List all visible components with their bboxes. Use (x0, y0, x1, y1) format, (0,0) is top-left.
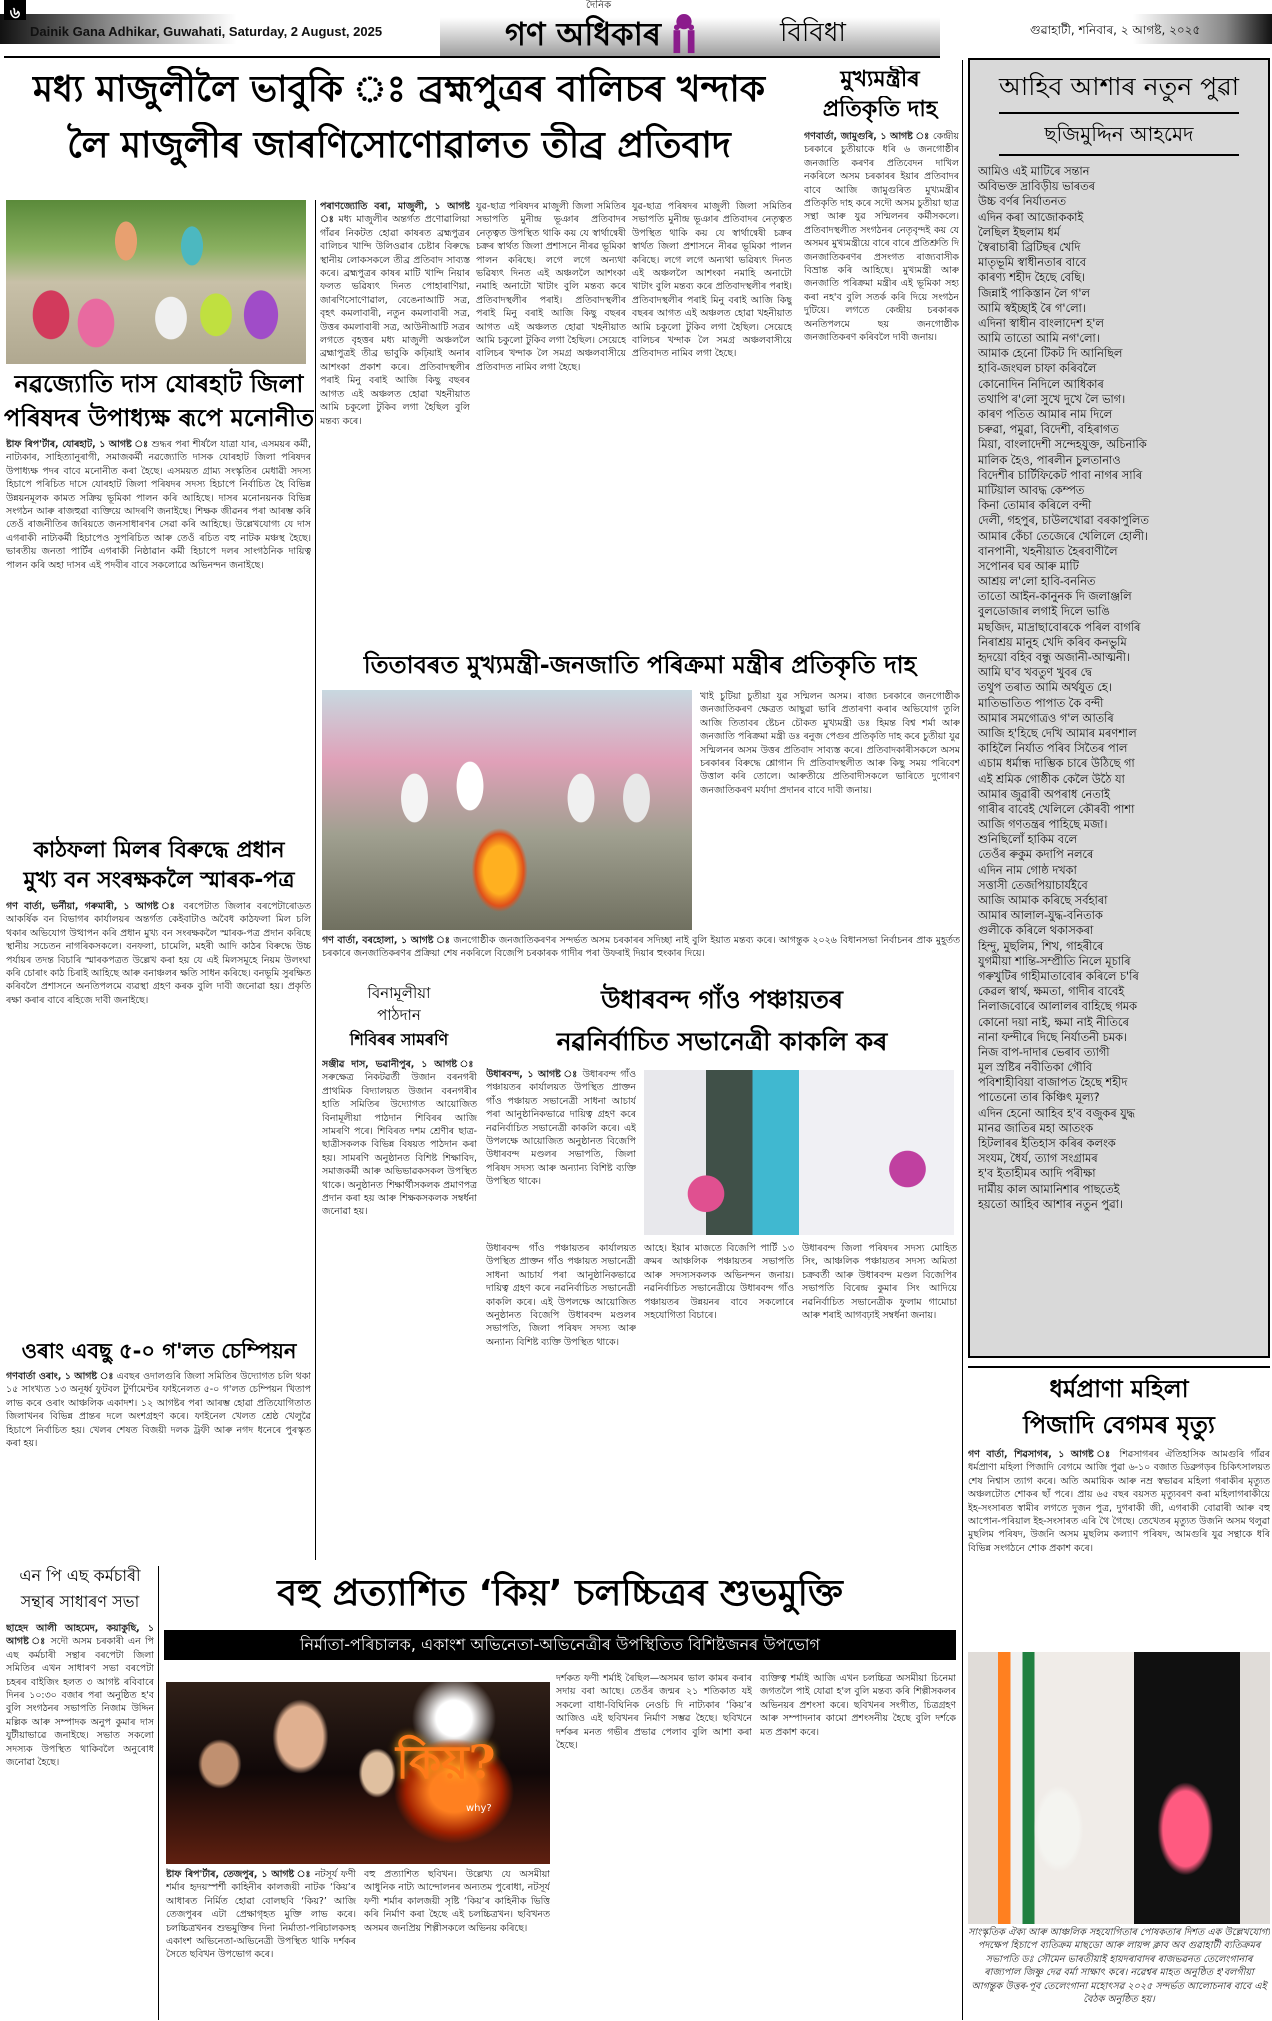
kathfola-headline-line2: মুখ্য বন সংৰক্ষকলৈ স্মাৰক-পত্ৰ (23, 868, 295, 893)
dateline: পৰাণজ্যোতি বৰা, মাজুলী, ১ আগষ্ট ঃ (320, 201, 470, 226)
poem-line: আমি স্বইচ্ছাই ৰৈ গ'লো। (978, 301, 1086, 315)
article-body: যুৱ-ছাত্ৰ পৰিষদৰ মাজুলী জিলা সমিতিৰ সভাপতি মুনীন্দ্ৰ ভূঞাৰ প্ৰতিবাদৰ নেতৃত্বত উপস্থিত থাকি কয় যে স্বাৰ্থান্বেষী চক্ৰৰ স্বাৰ্থত জিলা প্ৰশাসনে নীৰৱ ভূমিকা পালন কৰিছে। লগে লগে অন্যথা ভৱিষ্যৎ দিনত এই অঞ্চললৈ আশংকা নমাহি অনাটো খাটাং বুলি মন্তব্য কৰে প্ৰতিবাদস্থলীৰ পৰাই। প্ৰতিবাদস্থলীৰ পৰাই মিনু বৰাই আজি কিছু বছৰৰ আগত এই অঞ্চলত হোৱা খহনীয়াত আমি চকুলো টুকিব লগা হৈছিল। সেয়েহে বালিচৰ খন্দাক লৈ সমগ্ৰ অঞ্চলবাসীয়ে প্ৰতিবাদত নামিব লগা হৈছে। (476, 201, 626, 373)
jorhat-headline-line2: পৰিষদৰ উপাধ্যক্ষ ৰূপে মনোনীত (4, 404, 314, 432)
poem-line: হ'ব ইতাহীমৰ আদি পৰীক্ষা (978, 1167, 1096, 1181)
section-name: বিবিধা (780, 18, 846, 48)
article-body: দৰ্শকত ফণী শৰ্মাই ৰৈছিল—অসমৰ ভাল কামৰ কৰাৰ সদায় বৰা আছে। তেওঁৰ জন্মৰ ২১ শতিকাত যই সকলো বাধা-বিঘিনিক নেওচি দি নাট্যকাৰ ‘কিয়’ৰ আজিও এই ছবিখনৰ নিৰ্মাণ সম্ভৱ হৈছে। ছবিখনে দৰ্শকৰ মনত গভীৰ প্ৰভাৱ পেলাব বুলি আশা কৰা হৈছে। (556, 1673, 752, 1752)
pijadi-top-rule (968, 1366, 1270, 1368)
page-number: ৬ (4, 0, 26, 20)
poem-line: কাৰণ্য শহীদ হৈছে বেছি। (978, 271, 1086, 285)
poem-body (970, 156, 1268, 1212)
poem-line: আমি ঘ'ব খবতুণ খুবৰ দ্বে (978, 666, 1092, 680)
article-body: উধাৰবন্দ গাঁও পঞ্চায়তৰ কাৰ্যালয়ত উপস্থিত প্ৰাক্তন গাঁও পঞ্চায়ত সভানেত্ৰী সাধনা আচাৰ্য পৰা আনুষ্ঠানিকভাৱে দায়িত্ব গ্ৰহণ কৰে নৱনিৰ্বাচিত সভানেত্ৰী কাকলি কৰে। এই উপলক্ষে আয়োজিত অনুষ্ঠানত বিজেপি উধাৰবন্দ মণ্ডলৰ সভাপতি, জিলা পৰিষদ সদস্য আৰু অন্যান্য বিশিষ্ট ব্যক্তি উপস্থিত থাকে। (486, 1069, 636, 1188)
column-rule (158, 1566, 159, 2020)
poem-line: এদিন নাম গোষ্ঠ দখকা (978, 863, 1077, 877)
poem-line: আমি তাতো আমি নগ'লো। (978, 332, 1100, 346)
governor-meeting-photo (968, 1652, 1270, 1924)
column-rule (315, 200, 316, 1560)
poem-line: স্বৈৰাচাৰী ব্ৰিটিছৰ খেদি (978, 240, 1081, 254)
binamuliya-headline-line1: বিনামূলীয়া (367, 984, 431, 1002)
poem-rule-top (999, 112, 1239, 114)
poem-line: হিটলাৰৰ ইতিহাস কৰিৰ কলংক (978, 1137, 1116, 1150)
poem-line: দাৰ্মীয় কাল আমানিশাৰ পাছতেই (978, 1182, 1120, 1196)
binamuliya-headline-line2: পাঠদান (377, 1006, 421, 1024)
english-dateline: Dainik Gana Adhikar, Guwahati, Saturday, 2 August, 2025 (30, 24, 383, 39)
poem-line: হাবি-জংঘল চাফা কৰিবলৈ (978, 362, 1097, 376)
kathfola-article (6, 900, 311, 1329)
assamese-dateline: গুৱাহাটী, শনিবাৰ, ২ আগষ্ট, ২০২৫ (1030, 23, 1201, 37)
poem-title: আহিব আশাৰ নতুন পুৱা (999, 72, 1239, 101)
masthead-title: গণ অধিকাৰ (505, 15, 661, 53)
poem-line: নানা ফন্দীৰে দিছে নিৰ্যাতনী চমক। (978, 1030, 1127, 1044)
orang-article (6, 1370, 311, 1557)
header-rule (4, 56, 940, 58)
cm-effigy-headline-line2: প্ৰতিকৃতি দাহ (822, 97, 938, 122)
poem-line: বুলডোজাৰ লগাই দিলে ভাঙি (978, 605, 1110, 619)
udharbond-article-col1 (486, 1242, 636, 1557)
nps-article (6, 1622, 154, 2020)
article-body: এবছৰ ওদালগুৰি জিলা সমিতিৰ উদ্যোগত চলি থকা ১৫ সাংখ্যত ১৩ অনূৰ্ধ্ব ফুটবল টুৰ্ণামেণ্টৰ ফাইনেলত ৫-০ গ'লত চেম্পিয়ন খিতাপ লাভ কৰে ওৰাং আঞ্চলিক একাদশ। ১২ আগষ্টৰ পৰা আৰম্ভ হোৱা প্ৰতিযোগিতাত জিলাখনৰ বিভিন্ন প্ৰান্তৰ দলে অংশগ্ৰহণ কৰে। ফাইনেল খেলত শ্ৰেষ্ঠ খেলুৱৈ হিচাপে নিৰ্বাচিত হয়। খেলৰ শেষত বিজয়ী দলক ট্ৰফী আৰু নগদ ধনেৰে পুৰস্কৃত কৰা হয়। (6, 1371, 311, 1450)
poem-line: গৰুখুটিৰ গাহীমাতাবোৰ কৰিলে চ'ৰি (978, 969, 1139, 983)
lead-article-col1 (320, 200, 470, 642)
poem-line: মালিক হৈও, পাৰলীন চুলতানাও (978, 453, 1121, 467)
poem-line: অবিভক্ত দ্ৰাবিড়ীয় ভাৰতৰ (978, 180, 1096, 194)
jorhat-headline-line1: নৱজ্যোতি দাস যোৰহাট জিলা (14, 370, 304, 398)
poem-line: লৈছিল ইছলাম ধৰ্ম (978, 225, 1060, 239)
poem-line: এদিনা স্বাধীন বাংলাদেশ হ'ল (978, 316, 1104, 330)
kathfola-headline-line1: কাঠফলা মিলৰ বিৰুদ্ধে প্ৰধান (33, 838, 285, 863)
column-rule (962, 60, 963, 2020)
cm-effigy-article (804, 130, 959, 633)
article-body: মধ্য মাজুলীৰ অন্তৰ্গত প্ৰণোৱালিয়া গাঁৱৰ নিকটত হোৱা কাষৰত ব্ৰহ্মপুত্ৰৰ বালিচৰ খান্দি উলিওৱাৰ চেষ্টাৰ বিৰুদ্ধে স্থানীয় লোকসকলে তীব্ৰ প্ৰতিবাদ সাব্যস্ত কৰে। ব্ৰহ্মপুত্ৰৰ কাষৰ মাটি খান্দি নিয়াৰ ফলত ভৱিষ্যৎ দিনত পোহাৰাণিয়া, জাৰণিসোণোৱাল, বেঙেনাআটি সত্ৰ, বৃহৎ কমলাবাৰী, নতুন কমলাবাৰী সত্ৰ, উত্তৰ কমলাবাৰী সত্ৰ, আউনীআটি সত্ৰৰ লগতে বৃহত্তৰ মধ্য মাজুলী অঞ্চললৈ ব্ৰহ্মাপুত্ৰই তীব্ৰ ভাবুকি কঢ়িয়াই অনাৰ আশংকা প্ৰকাশ কৰে। প্ৰতিবাদস্থলীৰ পৰাই মিনু বৰাই আজি কিছু বছৰৰ আগত এই অঞ্চলত হোৱা খহনীয়াত আমি চকুলো টুকিব লগা হৈছিল বুলি মন্তব্য কৰে। (320, 214, 470, 427)
poem-line: নিজ বাপ-দাদাৰ ভেৰাব ত্যাগী (978, 1045, 1110, 1059)
kiyo-headline: বহু প্ৰত্যাশিত ‘কিয়’ চলচ্চিত্ৰৰ শুভমুক্তি (277, 1573, 843, 1614)
masthead-title-row (448, 12, 758, 56)
lead-article-col2 (476, 200, 626, 642)
kiyo-subheadline: নিৰ্মাতা-পৰিচালক, একাংশ অভিনেতা-অভিনেত্ৰীৰ উপস্থিতিত বিশিষ্টজনৰ উপভোগ (164, 1630, 956, 1660)
udharbond-article-col3 (802, 1242, 957, 1557)
binamuliya-headline-line3: শিবিৰৰ সামৰণি (349, 1030, 449, 1049)
kiyo-article-col4 (760, 1672, 956, 2020)
orang-headline: ওৰাং এবছু ৫-০ গ'লত চেম্পিয়ন (21, 1339, 297, 1363)
lead-article-col3 (632, 200, 792, 642)
poem-line: সংযম, ধৈৰ্য, ত্যাগ সংগ্ৰামৰ (978, 1152, 1098, 1166)
poem-line: আশ্ৰয় ল'লো হাবি-বননিত (978, 575, 1096, 589)
poem-line: এচাম ধৰ্মান্ধ দাম্ভিক চাৰে উঠিছে গা (978, 757, 1135, 771)
poem-line: কাৰণ পতিত আমাৰ নাম দিলে (978, 408, 1113, 421)
article-body: উধাৰবন্দ গাঁও পঞ্চায়তৰ কাৰ্যালয়ত উপস্থিত প্ৰাক্তন গাঁও পঞ্চায়ত সভানেত্ৰী সাধনা আচাৰ্য পৰা আনুষ্ঠানিকভাৱে দায়িত্ব গ্ৰহণ কৰে নৱনিৰ্বাচিত সভানেত্ৰী কাকলি কৰে। এই উপলক্ষে আয়োজিত অনুষ্ঠানত বিজেপি উধাৰবন্দ মণ্ডলৰ সভাপতি, জিলা পৰিষদ সদস্য আৰু অন্যান্য বিশিষ্ট ব্যক্তি উপস্থিত থাকে। (486, 1243, 636, 1348)
poem-line: কোনো দয়া নাই, ক্ষমা নাই নীতিৰে (978, 1015, 1129, 1029)
article-body: আহে। ইয়াৰ মাজতে বিজেপি পাৰ্টি ১৩ ক্ৰমৰ আঞ্চলিক পঞ্চায়তৰ সভাপতি আৰু সদস্যসকলক অভিনন্দন জনায়। নৱনিৰ্বাচিত সভানেত্ৰীয়ে উধাৰবন্দ গাঁও পঞ্চায়তৰ উন্নয়নৰ বাবে সকলোৰে সহযোগিতা বিচাৰে। (644, 1243, 794, 1322)
poem-line: সপোনৰ ঘৰ আৰু মাটি (978, 559, 1079, 573)
pijadi-headline-line1: ধৰ্মপ্ৰাণা মহিলা (1049, 1375, 1189, 1403)
article-body: ব্যক্তিত্ব শৰ্মাই আজি এখন চলচ্চিত্ৰ অসমীয়া চিনেমা জগতলৈ পাই যোৱা হ'ল বুলি মন্তব্য কৰি শিল্পীসকলৰ অভিনয়ৰ প্ৰশংসা কৰে। ছবিখনৰ সংগীত, চিত্ৰগ্ৰহণ আৰু সম্পাদনাৰ কামো প্ৰশংসনীয় হৈছে বুলি দৰ্শকে মত প্ৰকাশ কৰে। (760, 1673, 956, 1738)
article-body: সৰুক্ষেত্ৰ নিকটৱৰ্তী উজান বৰনগৰী প্ৰাথমিক বিদ্যালয়ত উজান বৰনগৰীৰ হাতি সমিতিৰ উদ্যোগত আয়োজিত বিনামূলীয়া পাঠদান শিবিৰৰ আজি সামৰণি পৰে। শিবিৰত দশম শ্ৰেণীৰ ছাত্ৰ-ছাত্ৰীসকলক বিভিন্ন বিষয়ত পাঠদান কৰা হয়। সামৰণি অনুষ্ঠানত বিশিষ্ট শিক্ষাবিদ, সমাজকৰ্মী আৰু অভিভাৱকসকল উপস্থিত থাকে। অনুষ্ঠানত শিক্ষাৰ্থীসকলক প্ৰমাণপত্ৰ প্ৰদান কৰা হয় আৰু শিক্ষকসকলক সম্বৰ্ধনা জনোৱা হয়। (322, 1072, 477, 1218)
poem-line: হিন্দু, মুছলিম, শিখ, গাহৰীৰে (978, 939, 1104, 953)
article-body: জনগোষ্ঠীক জনজাতিকৰণৰ সন্দৰ্ভত অসম চৰকাৰৰ সদিচ্ছা নাই বুলি ইয়াত মন্তব্য কৰে। আগন্তুক ২০২৬ বিধানসভা নিৰ্বাচনৰ প্ৰাক মুহূৰ্তত চৰকাৰে জনজাতিকৰণৰ প্ৰক্ৰিয়া শেষ নকৰিলে বিজেপি চৰকাৰক গাদীৰ পৰা উফৰাই দিয়াৰ হুংকাৰ দিয়ে। (322, 935, 960, 960)
poem-line: আমিও এই মাটিৰে সন্তান (978, 165, 1090, 178)
dateline: গণবাৰ্তা ওৰাং, ১ আগষ্ট ঃ (6, 1371, 114, 1382)
poem-line: তথুপ তৰাত আমি অৰ্থযুত হে। (978, 681, 1112, 695)
dateline: ষ্টাফ ৰিপ'ৰ্টাৰ, তেজপুৰ, ১ আগষ্ট ঃ (166, 1869, 312, 1880)
titabor-headline: তিতাবৰত মুখ্যমন্ত্ৰী-জনজাতি পৰিক্ৰমা মন্ত্ৰীৰ প্ৰতিকৃতি দাহ (363, 651, 917, 679)
nps-headline-line1: এন পি এছ কৰ্মচাৰী (19, 1566, 141, 1585)
poem-line: কাহিলৈ নিৰ্যাত পৰিব সিতৈৰ পাল (978, 742, 1128, 756)
poem-box (968, 58, 1270, 1358)
article-body: উধাৰবন্দ জিলা পৰিষদৰ সদস্য মোহিত সিং, আঞ্চলিক পঞ্চায়তৰ সদস্য অমিতা চক্ৰবৰ্তী আৰু উধাৰবন্দ মণ্ডল বিজেপিৰ সভাপতি বিৰেন্দ্ৰ কুমাৰ সিং আদিয়ে নৱনিৰ্বাচিত সভানেত্ৰীক ফুলাম গামোচা আৰু শৰাই আগবঢ়াই সম্বৰ্ধনা জনায়। (802, 1243, 957, 1322)
udharbond-photo-meeting (644, 1070, 954, 1235)
article-body: খাই চুটিয়া চুতীয়া যুৱ সন্মিলন অসম। ৰাজ্য চৰকাৰে জনগোষ্ঠীক জনজাতিকৰণ ক্ষেত্ৰত আছুৱা ভাৰি প্ৰতাৰণা কৰাৰ অভিযোগ তুলি আজি তিতাবৰ ষ্টেচন চৌকত মুখ্যমন্ত্ৰী ডঃ হিমন্ত বিশ্ব শৰ্মা আৰু জনজাতি পৰিক্ৰমা মন্ত্ৰী ডঃ ৰনুজ পেগুৰ প্ৰতিকৃতি দাহ কৰে চুতীয়া যুৱ সন্মিলনৰ অসম উত্তৰ প্ৰতিবাদ সাব্যস্ত কৰে। প্ৰতিবাদকাৰীসকলে অসম চৰকাৰৰ বিৰুদ্ধে শ্লোগান দি প্ৰতিবাদস্থলীত আৰু কিছু সময় পৰিবেশ উত্তাল কৰি তোলে। আৰুতীয়ে প্ৰতিবাদীসকলে ভাৰিতে দুগোৰণ জনজাতিকৰণ মৰ্যাদা প্ৰদানৰ বাবে দাবী জনায়। (700, 691, 960, 796)
kiyo-film-poster (166, 1682, 550, 1864)
poem-line: মূল স্ৰষ্টিৰ নবীতিকা গৌবি (978, 1061, 1093, 1075)
lead-headline-line2: লৈ মাজুলীৰ জাৰণিসোণোৱালত তীব্ৰ প্ৰতিবাদ (67, 125, 731, 166)
kiyo-article-col1 (166, 1868, 356, 2020)
binamuliya-article (322, 1058, 477, 1556)
poem-line: কিনা তোমাৰ কৰিলে বন্দী (978, 499, 1092, 513)
poem-line: আজি আমাক কৰিছে সৰ্বহাৰা (978, 894, 1108, 907)
dateline: গণ বাৰ্তা, ভৰ্নীয়া, গৰুমাৰী, ১ আগষ্ট ঃ (6, 901, 178, 912)
poem-line: আমাৰ সমগোত্ৰও গ'ল আতৰি (978, 711, 1114, 725)
poem-line: আজি হ'হিছে দেখি আমাৰ মৰণশাল (978, 726, 1137, 740)
kiyo-article-col2 (364, 1868, 550, 2020)
poem-line: উচ্চ বৰ্ণৰ নিৰ্যাতনত (978, 195, 1066, 209)
poem-line: চৰুৱা, পমুৱা, বিদেশী, বহিৰাগত (978, 423, 1119, 437)
poem-line: কেৱল স্বাৰ্থ, ক্ষমতা, গাদীৰ বাবেই (978, 985, 1125, 999)
dateline: উধাৰবন্দ, ১ আগষ্ট ঃ (486, 1069, 579, 1080)
jorhat-article (6, 438, 311, 830)
udharbond-article-left (486, 1068, 636, 1237)
poster-subtitle: why? (466, 1803, 492, 1814)
poem-line: এই শ্ৰমিক গোষ্ঠীক কেলৈ উঠৈ যা (978, 772, 1125, 786)
dateline: ষ্টাফ ৰিপ'ৰ্টাৰ, যোৰহাট, ১ আগষ্ট ঃ (6, 439, 149, 450)
poem-line: তথাপি ৰ'লো সুখে দুখে লৈ ভাগ। (978, 392, 1126, 406)
kiyo-article-col3 (556, 1672, 752, 2020)
article-body: সদৌ অসম চৰকাৰী এন পি এছ কৰ্মচাৰী সন্থাৰ বৰপেটা জিলা সমিতিৰ এখন সাধাৰণ সভা বৰপেটা চহৰৰ বাইজিং হলত ৩ আগষ্ট ৰবিবাৰে দিনৰ ১০:৩০ বজাৰ পৰা অনুষ্ঠিত হ'ব বুলি সংগঠনৰ সভাপতি নিজাম উদ্দিন মল্লিক আৰু সম্পাদক অনুপ কুমাৰ দাস যুটীয়াভাৱে জনাইছে। সভাত সকলো সদস্যক উপস্থিত থাকিবলৈ অনুৰোধ জনোৱা হৈছে। (6, 1636, 154, 1769)
poem-line: শুনিছিলোঁ হাকিম বলে (978, 833, 1078, 847)
titabor-article-right (700, 690, 960, 930)
dateline: গণ বাৰ্তা, শিৱসাগৰ, ১ আগষ্ট ঃ (968, 1449, 1114, 1460)
poem-line: এদিন হেনো আহিব হ'ব বজুকৰ যুদ্ধ (978, 1106, 1135, 1120)
poem-line: পাতেনো তাৰ কিঞ্চিৎ মূল্য? (978, 1091, 1100, 1105)
poem-author: ছজিমুদ্দিন আহমেদ (1044, 122, 1194, 146)
poem-line: গুলীকে কৰিলে থকাসকৰা (978, 924, 1094, 938)
poem-line: মছজিদ, মাদ্ৰাছাবোৰকে পৰিল বাগৰি (978, 620, 1141, 634)
poem-line: মাতৃভূমি স্বাধীনতাৰ বাবে (978, 256, 1087, 270)
lead-photo-protest (6, 200, 306, 364)
poem-line: এদিন কৰা আজোককাই (978, 210, 1084, 224)
pijadi-headline-line2: পিজাদি বেগমৰ মৃত্যু (1023, 1411, 1215, 1439)
nps-headline-line2: সন্থাৰ সাধাৰণ সভা (20, 1592, 140, 1611)
poem-line: আজি গণতন্ত্ৰৰ পাহিছে মজা। (978, 818, 1108, 832)
poem-line: কোনোদিন নিদিলে আধিকাৰ (978, 377, 1104, 391)
masthead-daily-label: দৈনিক (586, 0, 612, 11)
poem-line: গাৰীৰ বাবেই খেলিলে কৌৰবী পাশা (978, 802, 1135, 816)
family-logo-icon (667, 13, 701, 55)
poem-line: সত্তাসী তেজপিয়াচাৰ্যইবে (978, 878, 1088, 892)
poem-line: পবিশাহীবিয়া বাজাপত হৈছে শহীদ (978, 1076, 1128, 1090)
poem-line: মাতিভাতিত পাপাত কৈ বন্দী (978, 696, 1104, 710)
poem-line: হয়তো আহিব আশাৰ নতুন পুৱা। (978, 1197, 1123, 1211)
article-body: নটসূৰ্য ফণী শৰ্মাৰ হৃদয়স্পৰ্শী কাহিনীৰ কালজয়ী নাটক ‘কিয়’ৰ আধাৰত নিৰ্মিত হোৱা বোলছবি ‘কিয়?’ আজি তেজপুৰৰ এটা প্ৰেক্ষাগৃহত মুক্তি লাভ কৰে। চলচ্চিত্ৰখনৰ শুভমুক্তিৰ দিনা নিৰ্মাতা-পৰিচালকসহ একাংশ অভিনেতা-অভিনেত্ৰী উপস্থিত থাকি দৰ্শকৰ সৈতে ছবিখন উপভোগ কৰে। (166, 1869, 356, 1961)
dateline: সঞ্জীৱ দাস, ভৱানীপুৰ, ১ আগষ্ট ঃ (322, 1059, 477, 1070)
poem-line: বিদেশীৰ চাৰ্টিফিকেট পাবা নাগৰ সাৰি (978, 468, 1143, 482)
titabor-article-bottom (322, 934, 960, 974)
dateline: গণ বাৰ্তা, বৰহোলা, ১ আগষ্ট ঃ (322, 935, 451, 946)
udharbond-headline-line2: নৱনিৰ্বাচিত সভানেত্ৰী কাকলি কৰ (556, 1027, 888, 1056)
poem-line: মাটিয়াল আবদ্ধ কেম্পত (978, 483, 1085, 497)
poem-line: নিৰাশ্ৰয় মানুহ খেদি কৰিব কনভুমি (978, 635, 1127, 649)
poem-line: নিলাজবোৰে আলালৰ বাহিছে গমক (978, 1000, 1137, 1014)
cm-effigy-headline-line1: মুখ্যমন্ত্ৰীৰ (840, 67, 920, 92)
poem-line: জিন্নাই পাকিস্তান লৈ গ'ল (978, 286, 1090, 300)
article-body: শুদ্ধৰ পৰা শীৰ্ষলৈ যাত্ৰা যাৰ, এসময়ৰ কৰ্মী, নাট্যকাৰ, সাহিত্যানুৰাগী, সমাজকৰ্মী নৱজ্যোতি দাসক যোৰহাট জিলা পৰিষদৰ উপাধ্যক্ষ পদৰ বাবে মনোনীত কৰা হৈছে। এসময়ত গ্ৰাম্য সংস্কৃতিৰ মেধাৱী সদস্য হিচাপে পৰিচিত দাসে যোৰহাট জিলা পৰিষদৰ সদস্য হিচাপে নিৰ্বাচিত হৈ বিভিন্ন উন্নয়নমূলক কামত সক্ৰিয় ভূমিকা পালন কৰি আহিছে। দাসৰ মনোনয়নক বিভিন্ন সংগঠন আৰু ৰাজহুৱা ব্যক্তিয়ে আদৰণি জনাইছে। শিক্ষক জীৱনৰ পৰা আৰম্ভ কৰি তেওঁ ৰাজনীতিৰ জৰিয়তে জনসাধাৰণৰ সেৱা কৰি আহিছে। উল্লেখযোগ্য যে দাস এগৰাকী নাট্যকৰ্মী হিচাপেও সুপৰিচিত আৰু তেওঁ ৰচিত বহু নাটক মঞ্চস্থ হৈছে। ভাৰতীয় জনতা পাৰ্টিৰ এগৰাকী নিষ্ঠাৱান কৰ্মী হিচাপে দলৰ সাংগঠনিক দায়িত্ব পালন কৰি অহা দাসৰ এই পদবীৰ বাবে সকলোৱে অভিনন্দন জনাইছে। (6, 439, 311, 571)
poem-line: মানৱ জাতিৰ মহা আতংক (978, 1121, 1094, 1135)
poem-line: তেওঁৰ ৰুকুম কদাপি নলৰে (978, 848, 1094, 862)
poem-line: আমাৰ জুৱাৰী অপৰাধ নেতাই (978, 787, 1110, 801)
poem-line: মিয়া, বাংলাদেশী সন্দেহযুক্ত, অচিনাকি (978, 438, 1147, 452)
governor-photo-caption: সাংস্কৃতিক ঐক্য আৰু আঞ্চলিক সহযোগিতাৰ পোষকতাৰ দিশত এক উল্লেখযোগ্য পদক্ষেপ হিচাপে ব্যতিক্ৰম মাছডো আৰু লায়ন্স ক্লাব অব গুৱাহাটী ব্যতিক্ৰমৰ সভাপতি ডঃ সৌমেন ভাৰতীয়াই হায়দৰাবাদৰ ৰাজভৱনত তেলেংগানাৰ ৰাজ্যপাল জিষ্ণু দেৱ বৰ্মা সাক্ষাৎ কৰে। নৱেশ্বৰ মাহত অনুষ্ঠিত হ'বলগীয়া আগন্তুক উত্তৰ-পূব তেলেংগানা মহোৎসৱ ২০২৫ সন্দৰ্ভত আলোচনাৰ বাবে এই বৈঠক অনুষ্ঠিত হয়। (968, 1927, 1270, 2006)
titabor-photo-effigy-burning (322, 690, 692, 930)
dateline: ছাহেদ আলী আহমেদ, কয়াকুছি, ১ আগষ্ট ঃ (6, 1623, 154, 1648)
article-body: বহু প্ৰত্যাশিত ছবিখন। উল্লেখ্য যে অসমীয়া আধুনিক নাট্য আন্দোলনৰ অন্যতম পুৰোধা, নটসূৰ্য ফণী শৰ্মাৰ কালজয়ী সৃষ্টি ‘কিয়’ৰ কাহিনীক ভিত্তি কৰি নিৰ্মাণ কৰা হৈছে এই চলচ্চিত্ৰখন। ছবিখনত অসমৰ জনপ্ৰিয় শিল্পীসকলে অভিনয় কৰিছে। (364, 1869, 550, 1934)
poster-title: কিয়? (396, 1735, 496, 1789)
article-body: কেন্দ্ৰীয় চৰকাৰে চুতীয়াকে ধৰি ৬ জনগোষ্ঠীৰ জনজাতি কৰণৰ প্ৰতিবেদন দাখিল নকৰিলে অসম চৰকাৰৰ ইয়াৰ প্ৰতিবাদৰ বাবে আজি জামুগুৰিত মুখ্যমন্ত্ৰীৰ প্ৰতিকৃতি দাহ কৰে সদৌ অসম চুতীয়া ছাত্ৰ সন্থা আৰু যুৱ সন্মিলনৰ কৰ্মীসকলে। প্ৰতিবাদস্থলীত সংগঠনৰ নেতৃবৃন্দই কয় যে অসমৰ মুখ্যমন্ত্ৰীয়ে বাৰে বাৰে প্ৰতিশ্ৰুতি দি জনজাতিকৰণৰ প্ৰসংগত ৰাজ্যবাসীক বিভ্ৰান্ত কৰি আহিছে। মুখ্যমন্ত্ৰী আৰু জনজাতি পৰিক্ৰমা মন্ত্ৰীৰ এই ভূমিকা সহ্য কৰা নহ'ব বুলি সতৰ্ক কৰি দিয়ে সংগঠন দুটিয়ে। লগতে কেন্দ্ৰীয় চৰকাৰক অনতিপলমে ছয় জনগোষ্ঠীক জনজাতিকৰণ কৰিবলৈ দাবী জনায়। (804, 131, 959, 344)
poem-line: দেলী, গহপুৰ, চাউলখোৱা বৰকাপুলিত (978, 514, 1149, 528)
article-body: শিৱসাগৰৰ ঐতিহাসিক আমগুৰি গাঁৱৰ ধৰ্মপ্ৰাণা মহিলা পিজাদি বেগমে আজি পুৱা ৬-১০ বজাত ডিব্ৰুগড়ৰ চিকিৎসালয়ত শেষ নিশ্বাস ত্যাগ কৰে। অতি অমায়িক আৰু নম্ৰ স্বভাৱৰ মহিলা গৰাকীৰ মৃত্যুত অঞ্চলটোত শোকৰ ছাঁ পৰে। প্ৰায় ৬৫ বছৰ বয়সত মৃত্যুবৰণ কৰা মহিলাগৰাকীয়ে ইহ-সংসাৰত স্বামীৰ লগতে দুজন পুত্ৰ, দুগৰাকী জী, এগৰাকী বোৱাৰী আৰু বহু আপোন-পৰিয়াল ইহ-সংসাৰত এৰি থৈ গৈছে। তেখেতৰ মৃত্যুত উজনি অসম থলুৱা মুছলিম পৰিষদ, উজনি অসম মুছলিম কল্যাণ পৰিষদ, আমগুৰি যুৱ সন্থাকে ধৰি বিভিন্ন সংগঠনে শোক প্ৰকাশ কৰে। (968, 1449, 1270, 1554)
article-body: বৰপেটাত জিলাৰ বৰপেটাৰোডত আকৰ্ষিক বন বিভাগৰ কাৰ্যালয়ৰ অন্তৰ্গত কেইবাটাও অবৈধ কাঠফলা মিল চলি থকাৰ অভিযোগ উত্থাপন কৰি প্ৰধান মুখ্য বন সংৰক্ষকলৈ স্মাৰক-পত্ৰ প্ৰদান কৰিছে স্থানীয় সচেতন নাগৰিকসকলে। বনফলা, চামেলি, মহৰী আদি কাঠৰ বিৰুদ্ধে উচ্চ পৰ্যায়ৰ তদন্ত বিচাৰি স্মাৰকপত্ৰত উল্লেখ কৰা হয় যে এই মিলসমূহে নিয়ম উলংঘা কৰি চোৰাং কাঠ চিৰাই আহিছে আৰু বনাঞ্চলৰ ক্ষতি সাধন কৰিছে। বনভূমি সুৰক্ষিত কৰিবলৈ প্ৰশাসনে অনতিপলমে ব্যৱস্থা গ্ৰহণ কৰক বুলি দাবী জনোৱা হয়। প্ৰকৃতি ৰক্ষা কৰাৰ বাবে ৰহিজে দাবী জনাইছে। (6, 901, 311, 1006)
udharbond-article-col2 (644, 1242, 794, 1557)
poem-line: বানপানী, খহনীয়াত হৈৰবাণীলৈ (978, 544, 1118, 558)
poem-line: আমাক হেনো টিকট দি আনিছিল (978, 347, 1123, 361)
poem-line: আমাৰ আলাল-যুদ্ধ-বনিতাক (978, 909, 1103, 923)
dateline: গণবাৰ্তা, জামুগুৰি, ১ আগষ্ট ঃ (804, 131, 930, 142)
udharbond-headline-line1: উধাৰবন্দ গাঁও পঞ্চায়তৰ (601, 985, 843, 1014)
poem-line: তাতো আইন-কানুনক দি জলাঞ্জলি (978, 590, 1132, 604)
article-body: যুৱ-ছাত্ৰ পৰিষদৰ মাজুলী জিলা সমিতিৰ সভাপতি মুনীন্দ্ৰ ভূঞাৰ প্ৰতিবাদৰ নেতৃত্বত উপস্থিত থাকি কয় যে স্বাৰ্থান্বেষী চক্ৰৰ স্বাৰ্থত জিলা প্ৰশাসনে নীৰৱ ভূমিকা পালন কৰিছে। লগে লগে অন্যথা ভৱিষ্যৎ দিনত এই অঞ্চললৈ আশংকা নমাহি অনাটো খাটাং বুলি মন্তব্য কৰে প্ৰতিবাদস্থলীৰ পৰাই। প্ৰতিবাদস্থলীৰ পৰাই মিনু বৰাই আজি কিছু বছৰৰ আগত এই অঞ্চলত হোৱা খহনীয়াত আমি চকুলো টুকিব লগা হৈছিল। সেয়েহে বালিচৰ খন্দাক লৈ সমগ্ৰ অঞ্চলবাসীয়ে প্ৰতিবাদত নামিব লগা হৈছে। (632, 201, 792, 360)
poem-line: যুগমীয়া শান্তি-সম্প্ৰীতি নিলে মূচাৰি (978, 954, 1131, 968)
lead-headline-line1: মধ্য মাজুলীলৈ ভাবুকি ঃ ব্ৰহ্মপুত্ৰৰ বালিচৰ খন্দাক (32, 69, 766, 110)
poem-line: হৃদয়ো বহিব বন্ধু অজানী-আত্মনী। (978, 651, 1130, 664)
poem-line: আমাৰ কেঁচা তেজেৰে খেলিলে হোলী। (978, 529, 1149, 543)
pijadi-article (968, 1448, 1270, 1648)
